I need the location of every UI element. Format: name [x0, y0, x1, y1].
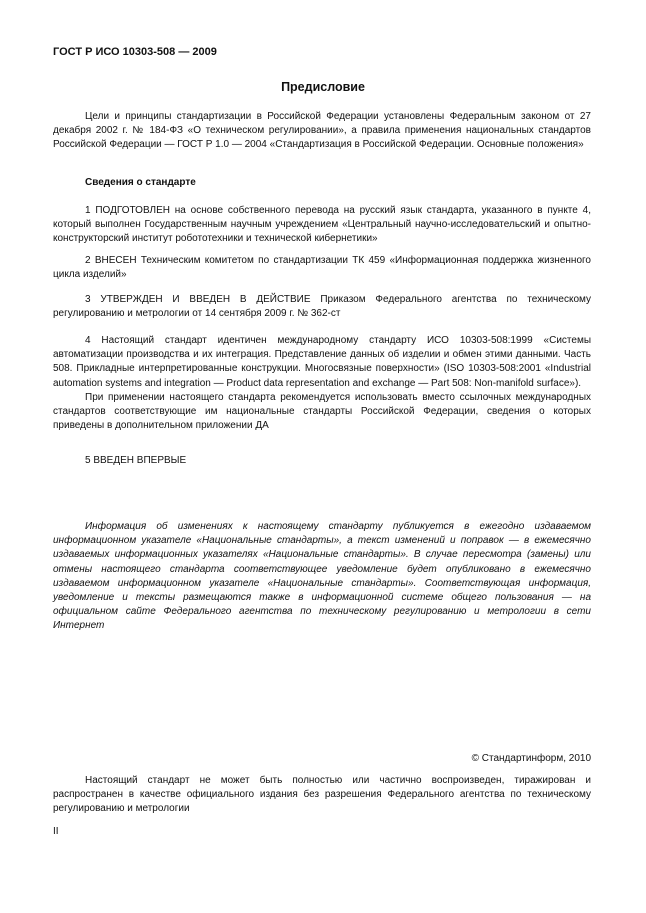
page-title: Предисловие [281, 80, 365, 94]
document-code-header: ГОСТ Р ИСО 10303-508 — 2009 [53, 46, 217, 58]
item-4-note-text: При применении настоящего стандарта рекомендуется использовать вместо ссылочных международных стандартов соответствующие им национальные стандарты Российской Федерации, сведения о которых приведены в дополнительном приложении ДА [53, 391, 591, 432]
item-2-block [53, 254, 591, 282]
page-number: II [53, 826, 59, 837]
item-3-block [53, 293, 591, 321]
reproduction-notice-block [53, 774, 591, 817]
item-2-text: 2 ВНЕСЕН Техническим комитетом по стандартизации ТК 459 «Информационная поддержка жизненного цикла изделий» [53, 255, 591, 281]
intro-paragraph [53, 110, 591, 153]
item-5-text: 5 ВВЕДЕН ВПЕРВЫЕ [85, 455, 187, 466]
item-1-text: 1 ПОДГОТОВЛЕН на основе собственного перевода на русский язык стандарта, указанного в пункте 4, который выполнен Государственным научным учреждением «Центральный научно-исследовательский и опытно-конструкторский институт робототехники и технической кибернетики» [53, 205, 591, 245]
item-5-block [53, 454, 591, 468]
item-3-text: 3 УТВЕРЖДЕН И ВВЕДЕН В ДЕЙСТВИЕ Приказом Федерального агентства по техническому регулированию и метрологии от 14 сентября 2009 г. № 362-ст [53, 294, 591, 320]
item-4-text: 4 Настоящий стандарт идентичен международному стандарту ИСО 10303-508:1999 «Системы автоматизации производства и их интеграция. Представление данных об изделии и обмен этими данными. Часть 508. Прикладные интерпретированные конструкции. Многосвязные поверхности» (ISO 10303-508:2001 «Industrial automation systems and integration — Product data representation and exchange — Part 508: Non-manifold surface»). [53, 335, 591, 389]
info-notice-block [53, 520, 591, 634]
intro-text: Цели и принципы стандартизации в Российской Федерации установлены Федеральным законом от 27 декабря 2002 г. № 184-ФЗ «О техническом регулировании», а правила применения национальных стандартов Российской Федерации — ГОСТ Р 1.0 — 2004 «Стандартизация в Российской Федерации. Основные положения» [53, 111, 591, 151]
item-1-block [53, 204, 591, 247]
standard-info-subheading-block [53, 176, 591, 190]
reproduction-notice-text: Настоящий стандарт не может быть полностью или частично воспроизведен, тиражирован и распространен в качестве официального издания без разрешения Федерального агентства по техническому регулированию и метрологии [53, 775, 591, 815]
standard-info-subheading: Сведения о стандарте [85, 177, 196, 188]
copyright-line: © Стандартинформ, 2010 [471, 753, 591, 764]
item-4-block [53, 334, 591, 433]
info-notice-text: Информация об изменениях к настоящему стандарту публикуется в ежегодно издаваемом информационном указателе «Национальные стандарты», а текст изменений и поправок — в ежемесячно издаваемых информационных указателях «Национальные стандарты». В случае пересмотра (замены) или отмены настоящего стандарта соответствующее уведомление будет опубликовано в ежемесячно издаваемом информационном указателе «Национальные стандарты». Соответствующая информация, уведомление и тексты размещаются также в информационной системе общего пользования — на официальном сайте Федерального агентства по техническому регулированию и метрологии в сети Интернет [53, 521, 591, 632]
